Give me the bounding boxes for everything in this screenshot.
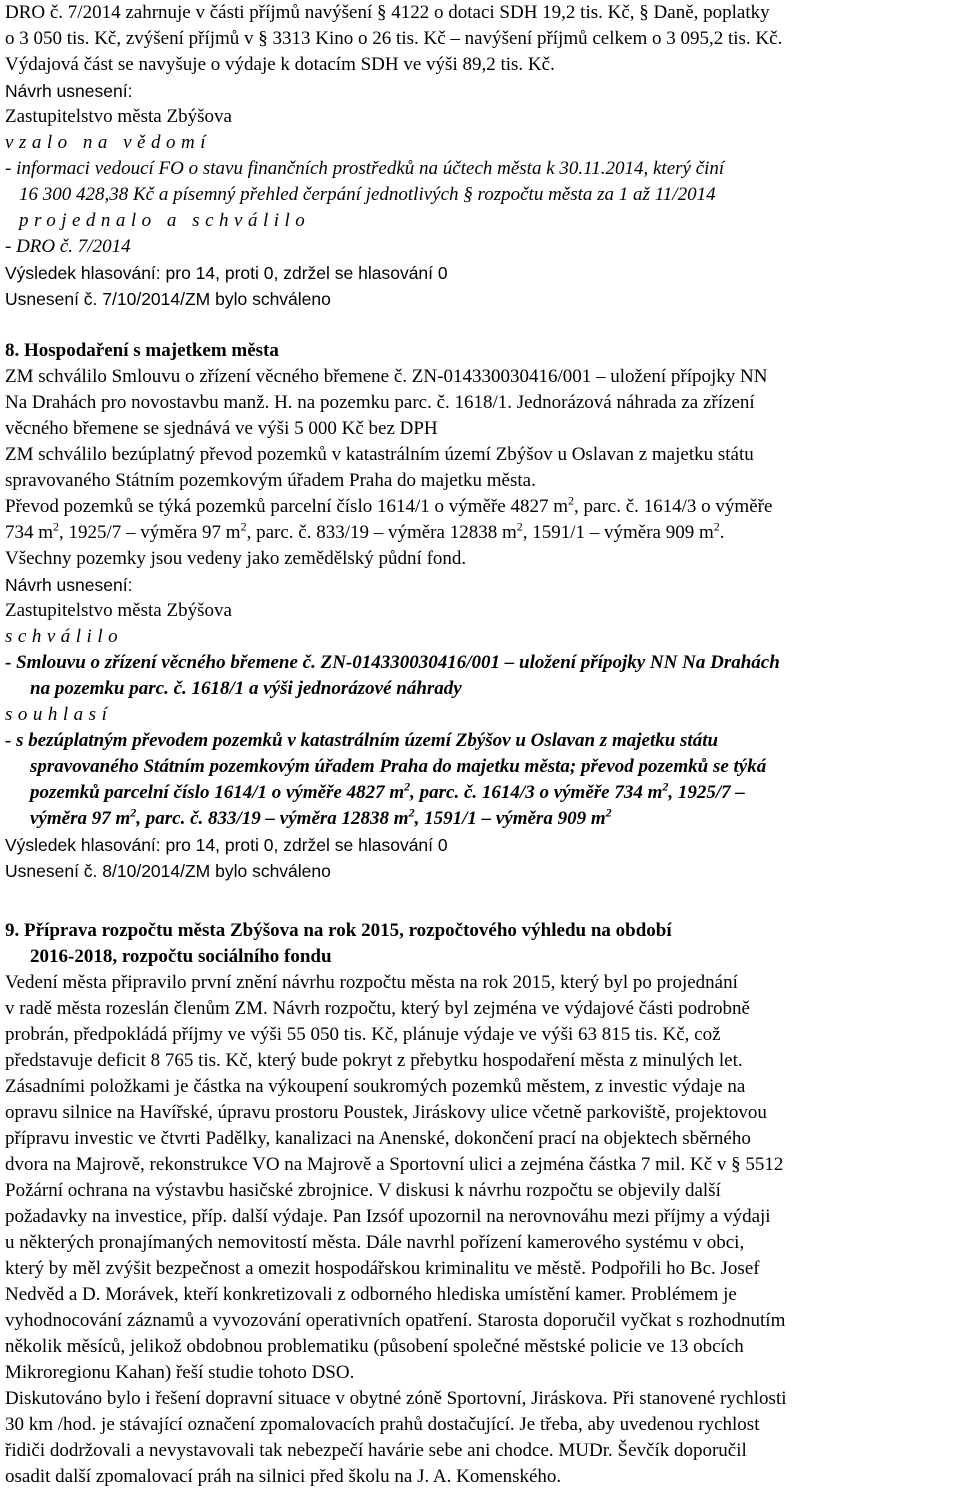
section-8-text-line: spravovaného Státním pozemkovým úřadem Praha do majetku města. — [5, 470, 536, 491]
council-name: Zastupitelstvo města Zbýšova — [5, 600, 232, 621]
spacer — [5, 312, 952, 338]
took-note-verb: vzalo na vědomí — [5, 132, 211, 153]
section-9-text-line: vyhodnocování záznamů a vyvozování operativních opatření. Starosta doporučil vyčkat s rozhodnutím — [5, 1310, 786, 1331]
resolution-item-line: pozemků parcelní číslo 1614/1 o výměře 4827 $m^2$, parc. č. 1614/3 o výměře 734 $m^2$, 1925/7 – — [30, 780, 745, 803]
section-8-text-line: 734 $m^2$, 1925/7 – výměra 97 $m^2$, parc. č. 833/19 – výměra 12838 $m^2$, 1591/1 – výměra 909 $m^2$. — [5, 520, 725, 543]
spacer — [5, 884, 952, 910]
section-8-text-line: Na Drahách pro novostavbu manž. H. na pozemku parc. č. 1618/1. Jednorázová náhrada za zřízení — [5, 392, 755, 413]
section-9-text-line: Diskutováno bylo i řešení dopravní situace v obytné zóně Sportovní, Jiráskova. Při stanovené rychlosti — [5, 1388, 787, 1409]
section-9-text-line: přípravu investic ve čtvrti Padělky, kanalizaci na Anenské, dokončení prací na objektech sběrného — [5, 1128, 751, 1149]
section-8-heading: 8. Hospodaření s majetkem města — [5, 340, 279, 361]
dro-text-line-3: Výdajová část se navyšuje o výdaje k dotacím SDH ve výši 89,2 tis. Kč. — [5, 54, 555, 75]
section-9-text-line: Požární ochrana na výstavbu hasičské zbrojnice. V diskusi k návrhu rozpočtu se objevily další — [5, 1180, 721, 1201]
section-9-text-line: v radě města rozeslán členům ZM. Návrh rozpočtu, který byl zejména ve výdajové části podrobně — [5, 998, 750, 1019]
section-9-text-line: Mikroregionu Kahan) řeší studie tohoto DSO. — [5, 1362, 355, 1383]
section-8-text-line: Všechny pozemky jsou vedeny jako zemědělský půdní fond. — [5, 548, 467, 569]
dro-text-line-2: o 3 050 tis. Kč, zvýšení příjmů v § 3313 Kino o 26 tis. Kč – navýšení příjmů celkem o 3 095,2 tis. Kč. — [5, 28, 783, 49]
section-9-heading-continuation: 2016-2018, rozpočtu sociálního fondu — [30, 946, 332, 967]
section-9-text-line: dvora na Majrově, rekonstrukce VO na Majrově a Sportovní ulici a zejména částka 7 mil. Kč v § 5512 — [5, 1154, 784, 1175]
section-9-text-line: osadit další zpomalovací práh na silnici před školu na J. A. Komenského. — [5, 1466, 562, 1487]
resolution-proposal-label: Návrh usnesení: — [5, 81, 133, 101]
section-9-text-line: probrán, předpokládá příjmy ve výši 55 050 tis. Kč, plánuje výdaje ve výši 63 815 tis. Kč, což — [5, 1024, 721, 1045]
section-9-text-line: několik měsíců, jelikož obdobnou problematiku (působení společné městské policie ve 13 obcích — [5, 1336, 744, 1357]
section-9-text-line: 30 km /hod. je stávající označení zpomalovacích prahů dostačující. Je třeba, aby uvedenou rychlost — [5, 1414, 760, 1435]
approved-verb: schválilo — [5, 626, 124, 647]
dro-text-line-1: DRO č. 7/2014 zahrnuje v části příjmů navýšení § 4122 o dotaci SDH 19,2 tis. Kč, § Daně, poplatky — [5, 2, 770, 23]
section-9-text-line: opravu silnice na Havířské, úpravu prostoru Poustek, Jiráskovy ulice včetně parkoviště, projektovou — [5, 1102, 767, 1123]
finance-info-line-2: 16 300 428,38 Kč a písemný přehled čerpání jednotlivých § rozpočtu města za 1 až 11/2014 — [19, 184, 716, 205]
finance-info-line-1: - informaci vedoucí FO o stavu finančních prostředků na účtech města k 30.11.2014, který činí — [5, 158, 725, 179]
section-9-body — [5, 970, 952, 1490]
resolution-number: Usnesení č. 8/10/2014/ZM bylo schváleno — [5, 861, 331, 881]
resolution-item-line: spravovaného Státním pozemkovým úřadem Praha do majetku města; převod pozemků se týká — [30, 756, 767, 777]
section-8-text-line: Převod pozemků se týká pozemků parcelní číslo 1614/1 o výměře 4827 $m^2$, parc. č. 1614/3 o výměře — [5, 494, 773, 517]
resolution-number: Usnesení č. 7/10/2014/ZM bylo schváleno — [5, 289, 331, 309]
section-9-text-line: Zásadními položkami je částka na výkoupení soukromých pozemků městem, z investic výdaje na — [5, 1076, 746, 1097]
resolution-proposal-label: Návrh usnesení: — [5, 575, 133, 595]
resolution-item-line: na pozemku parc. č. 1618/1 a výši jednorázové náhrady — [30, 678, 462, 699]
resolution-item-line: výměra 97 $m^2$, parc. č. 833/19 – výměra 12838 $m^2$, 1591/1 – výměra 909 $m^2$ — [30, 806, 612, 829]
resolution-item-line: - s bezúplatným převodem pozemků v katastrálním území Zbýšov u Oslavan z majetku státu — [5, 730, 719, 751]
spacer — [5, 910, 952, 918]
section-9-text-line: řidiči dodržovali a nevystavovali tak nebezpečí havárie sebe ani chodce. MUDr. Ševčík doporučil — [5, 1440, 747, 1461]
section-8-text-line: ZM schválilo bezúplatný převod pozemků v katastrálním území Zbýšov u Oslavan z majetku státu — [5, 444, 754, 465]
vote-result: Výsledek hlasování: pro 14, proti 0, zdržel se hlasování 0 — [5, 263, 448, 283]
agrees-verb: souhlasí — [5, 704, 113, 725]
section-9-text-line: představuje deficit 8 765 tis. Kč, který bude pokryt z přebytku hospodaření města z minulých let. — [5, 1050, 743, 1071]
section-9-text-line: Nedvěd a D. Morávek, kteří konkretizovali z odborného hlediska umístění kamer. Problémem je — [5, 1284, 737, 1305]
section-8-text-line: ZM schválilo Smlouvu o zřízení věcného břemene č. ZN-014330030416/001 – uložení přípojky NN — [5, 366, 768, 387]
discussed-approved-verb: projednalo a schválilo — [19, 210, 311, 231]
section-9-heading: 9. Příprava rozpočtu města Zbýšova na rok 2015, rozpočtového výhledu na období — [5, 920, 672, 941]
council-name: Zastupitelstvo města Zbýšova — [5, 106, 232, 127]
section-8-text-line: věcného břemene se sjednává ve výši 5 000 Kč bez DPH — [5, 418, 438, 439]
dro-item: - DRO č. 7/2014 — [5, 236, 131, 257]
vote-result: Výsledek hlasování: pro 14, proti 0, zdržel se hlasování 0 — [5, 835, 448, 855]
section-9-text-line: Vedení města připravilo první znění návrhu rozpočtu města na rok 2015, který byl po projednání — [5, 972, 738, 993]
resolution-item-line: - Smlouvu o zřízení věcného břemene č. ZN-014330030416/001 – uložení přípojky NN Na Drahách — [5, 652, 780, 673]
section-9-text-line: u některých pronajímaných nemovitostí města. Dále navrhl pořízení kamerového systému v obci, — [5, 1232, 745, 1253]
section-9-text-line: požadavky na investice, příp. další výdaje. Pan Izsóf upozornil na nerovnováhu mezi příjmy a výdaji — [5, 1206, 771, 1227]
section-9-text-line: který by měl zvýšit bezpečnost a omezit hospodářskou kriminalitu ve městě. Podpořili ho Bc. Josef — [5, 1258, 760, 1279]
